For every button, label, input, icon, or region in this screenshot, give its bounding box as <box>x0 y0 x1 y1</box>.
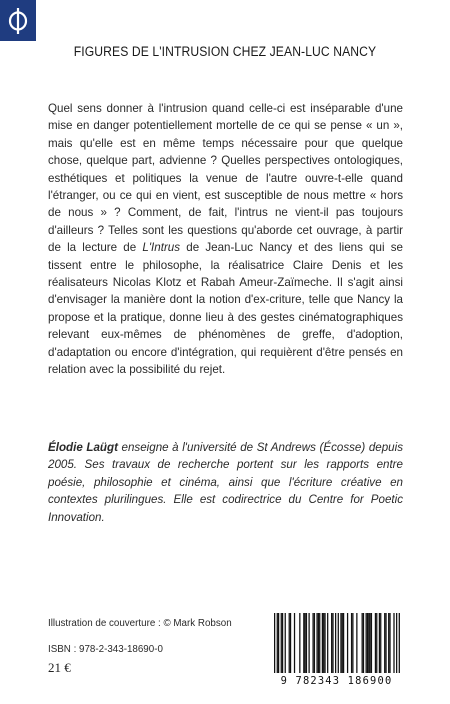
author-name: Élodie Laügt <box>48 441 118 454</box>
phi-logo-icon <box>7 6 29 36</box>
blurb-text-part2: de Jean-Luc Nancy et des liens qui se tissent entre le philosophe, la réalisatrice Claire Denis et les réalisateurs Nicolas Klotz et Rabah Ameur-Zaïmeche. Il s'agit ainsi d'envisager la manière dont la notion d'ex-criture, telle que Nancy la propose et la pratique, donne lieu à des gestes cinématographiques relevant eux-mêmes de phénomènes de greffe, d'adoption, d'adaptation ou encore d'intégration, qui requièrent d'être pensés en relation avec la possibilité du rejet. <box>48 241 403 377</box>
barcode-bars <box>268 609 405 677</box>
book-title-header: FIGURES DE L'INTRUSION CHEZ JEAN-LUC NANCY <box>73 44 377 59</box>
cover-credit: Illustration de couverture : © Mark Robson <box>48 618 232 629</box>
author-bio-text: enseigne à l'université de St Andrews (Écosse) depuis 2005. Ses travaux de recherche portent sur les rapports entre poésie, philosophie et cinéma, ainsi que l'écriture créative en contextes plurilingues. Elle est codirectrice du Centre for Poetic Innovation. <box>48 441 403 524</box>
isbn-barcode <box>268 609 405 693</box>
isbn-label: ISBN : 978-2-343-18690-0 <box>48 644 163 655</box>
back-cover-blurb <box>48 100 403 379</box>
blurb-book-title: L'Intrus <box>142 241 181 255</box>
barcode-number: 9 782343 186900 <box>280 675 393 687</box>
price-label: 21 € <box>48 660 71 675</box>
publisher-logo <box>0 0 36 41</box>
author-bio <box>48 439 403 526</box>
blurb-text-part1: Quel sens donner à l'intrusion quand celle-ci est inséparable d'une mise en danger potentiellement mortelle de ce qui se pense « un », mais qu'elle est en même temps nécessaire pour que quelque chose, quelque part, advienne ? Quelles perspectives ontologiques, esthétiques et politiques la venue de l'autre ouvre-t-elle quand l'étranger, ou ce qui en vient, est susceptible de nous mettre « hors de nous » ? Comment, de fait, l'intrus ne vient-il pas toujours d'ailleurs ? Telles sont les questions qu'aborde cet ouvrage, à partir de la lecture de <box>48 102 403 255</box>
